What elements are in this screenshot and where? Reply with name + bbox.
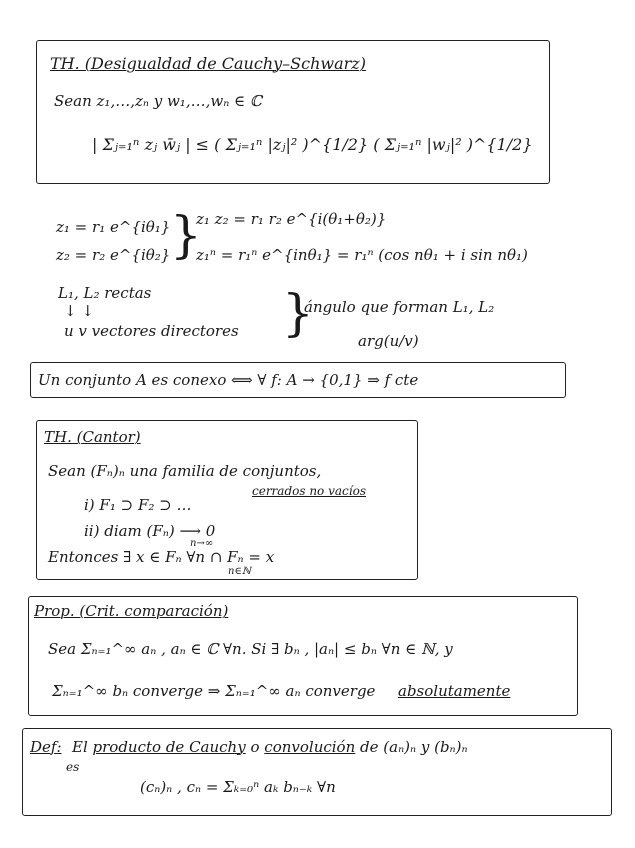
cauchy-product-es: es	[66, 760, 80, 774]
cauchy-product-post: de (aₙ)ₙ y (bₙ)ₙ	[360, 738, 468, 756]
cantor-conclusion: Entonces ∃ x ∈ Fₙ ∀n ∩ Fₙ = x	[48, 548, 275, 566]
polar-z1: z₁ = r₁ e^{iθ₁}	[56, 218, 171, 236]
polar-brace: }	[170, 206, 202, 264]
polar-product: z₁ z₂ = r₁ r₂ e^{i(θ₁+θ₂)}	[196, 210, 387, 228]
rectas-text: L₁, L₂ rectas	[58, 284, 152, 302]
cauchy-schwarz-title: TH. (Desigualdad de Cauchy–Schwarz)	[50, 54, 366, 73]
comparison-title: Prop. (Crit. comparación)	[34, 602, 229, 620]
comparison-line2-under: absolutamente	[398, 682, 511, 700]
cauchy-product-o: o	[250, 738, 260, 756]
cantor-conclusion-sub: n∈ℕ	[228, 566, 251, 577]
angle-text: ángulo que forman L₁, L₂	[304, 298, 495, 316]
cauchy-schwarz-hypothesis: Sean z₁,…,zₙ y w₁,…,wₙ ∈ ℂ	[54, 92, 262, 110]
convolution-term: convolución	[264, 738, 356, 756]
cantor-cond2: ii) diam (Fₙ) ⟶ 0	[84, 522, 216, 540]
comparison-line2: Σₙ₌₁^∞ bₙ converge ⇒ Σₙ₌₁^∞ aₙ converge	[52, 682, 376, 700]
definition-label: Def:	[30, 738, 62, 756]
cauchy-product-formula: (cₙ)ₙ , cₙ = Σₖ₌₀ⁿ aₖ bₙ₋ₖ ∀n	[140, 778, 336, 796]
cauchy-product-term: producto de Cauchy	[92, 738, 246, 756]
polar-z2: z₂ = r₂ e^{iθ₂}	[56, 246, 171, 264]
cauchy-schwarz-inequality: | Σⱼ₌₁ⁿ zⱼ w̄ⱼ | ≤ ( Σⱼ₌₁ⁿ |zⱼ|² )^{1/2} ( Σⱼ₌₁ⁿ |wⱼ|² )^{1/2}	[92, 135, 533, 154]
cauchy-product-pre: El	[72, 738, 88, 756]
rectas-brace: }	[282, 284, 314, 342]
cantor-cond1: i) F₁ ⊃ F₂ ⊃ …	[84, 496, 192, 514]
cantor-cond2-sub: n→∞	[190, 538, 214, 549]
conexo-text: Un conjunto A es conexo ⟺ ∀ f: A → {0,1} ⇒ f cte	[38, 371, 419, 389]
cantor-title: TH. (Cantor)	[44, 428, 141, 446]
comparison-line1: Sea Σₙ₌₁^∞ aₙ , aₙ ∈ ℂ ∀n. Si ∃ bₙ , |aₙ| ≤ bₙ ∀n ∈ ℕ, y	[48, 640, 453, 658]
polar-power: z₁ⁿ = r₁ⁿ e^{inθ₁} = r₁ⁿ (cos nθ₁ + i sin nθ₁)	[196, 246, 528, 264]
rectas-arrows: ↓ ↓	[64, 302, 94, 320]
cantor-line1-under: cerrados no vacíos	[252, 484, 366, 498]
cauchy-product-line1	[72, 738, 468, 756]
vectores-text: u v vectores directores	[64, 322, 239, 340]
arg-text: arg(u/v)	[358, 332, 419, 350]
cantor-line1: Sean (Fₙ)ₙ una familia de conjuntos,	[48, 462, 322, 480]
